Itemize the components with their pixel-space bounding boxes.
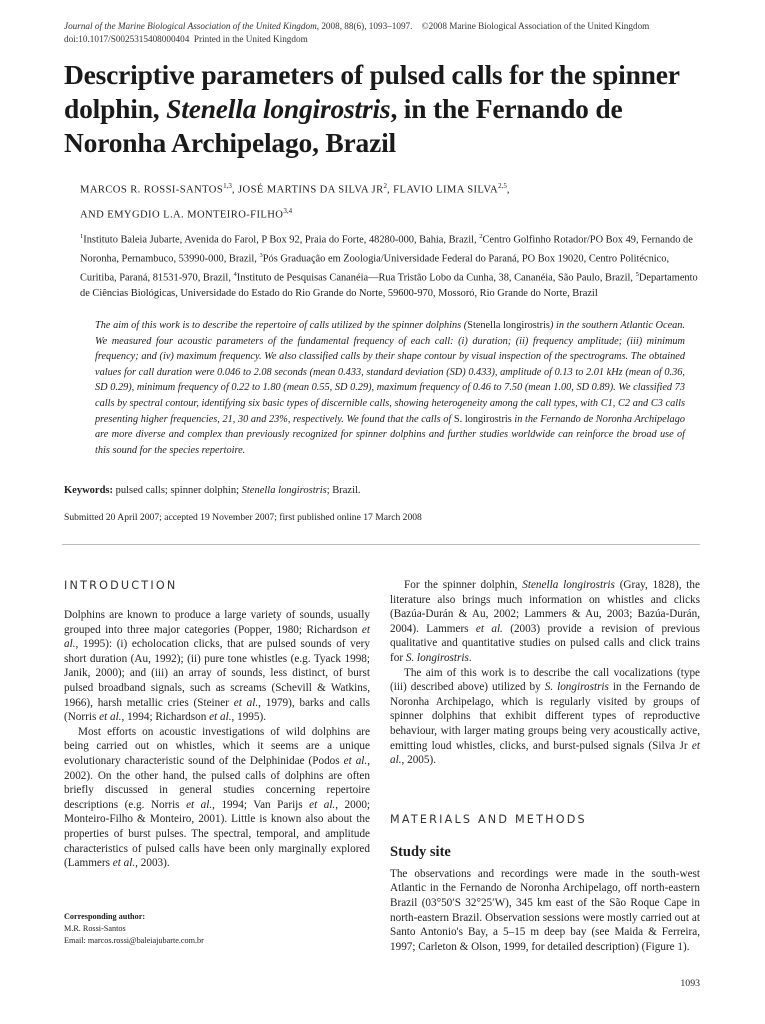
section-divider (62, 544, 700, 545)
text-run: Most efforts on acoustic investigations of wild dolphins are being carried out on whistles, which it seems are a unique evolutionary characteristic sound of the Delphinidae (Podos (64, 725, 370, 767)
italic-text: et al. (186, 798, 213, 811)
text-run: For the spinner dolphin, (404, 579, 523, 591)
abstract-species-1: Stenella longirostris (467, 320, 550, 331)
right-column (390, 578, 700, 989)
italic-text: et al. (112, 857, 136, 870)
author-affiliation-marker: 2,5 (498, 182, 507, 190)
doi-line (64, 33, 704, 46)
author-affiliation-marker: 3,4 (283, 206, 293, 215)
intro-paragraph-3 (390, 578, 700, 666)
corresponding-label: Corresponding author: (64, 911, 146, 921)
keywords-list-1: pulsed calls; spinner dolphin; (113, 485, 242, 496)
doi[interactable]: doi:10.1017/S0025315408000404 (64, 34, 190, 44)
abstract-text-3: in the Fernando de Noronha Archipelago are more diverse and complex than previously recognized for spinner dolphins and further studies worldwide can reinforce the broad use of this sound for the species repertoire. (95, 413, 685, 456)
italic-text: et al. (475, 622, 503, 635)
text-run: , 2005). (401, 754, 436, 767)
title-part-1: Descriptive parameters of pulsed calls for the spinner dolphin, (64, 59, 680, 124)
submission-dates: Submitted 20 April 2007; accepted 19 November 2007; first published online 17 March 2008 (64, 512, 422, 523)
italic-text: et al. (233, 696, 259, 709)
left-column (64, 579, 370, 948)
affiliations (80, 229, 705, 302)
title-species: Stenella longirostris (166, 93, 391, 124)
paper-title (64, 58, 704, 160)
text-run: , 1979), barks and calls (Norris (64, 696, 370, 724)
abstract (95, 318, 685, 458)
study-site-body (390, 867, 700, 955)
italic-text: S. longirostris (544, 681, 609, 694)
text-run: (Gray, 1828), the literature also brings much information on whistles and clicks (Bazúa-Durán & Au, 2002; Lammers & Au, 2003; Bazúa-Durán, 2004). Lammers (390, 579, 700, 635)
italic-text: et al. (309, 798, 336, 811)
corresponding-name: M.R. Rossi-Santos (64, 923, 126, 933)
corresponding-author (64, 911, 370, 948)
italic-text: et al. (99, 711, 122, 724)
text-run: . (468, 651, 472, 664)
abstract-text-1: The aim of this work is to describe the repertoire of calls utilized by the spinner dolphins ( (95, 320, 468, 331)
text-run: , 2003). (135, 857, 170, 870)
keywords (64, 485, 704, 496)
italic-text: S. longirostris (405, 651, 469, 664)
study-site-paragraph: The observations and recordings were made in the south-west Atlantic in the Fernando de Noronha Archipelago, off north-eastern Brazil (03°50′S 32°25′W), 345 km east of the São Roque Cape in north-eastern Brazil. Observation sessions were mostly carried out at Santo Antonio's Bay, a 5–15 m deep bay (see Maida & Ferreira, 1997; Carleton & Olson, 1999, for detailed description) (Figure 1). (390, 867, 700, 953)
page-number: 1093 (680, 978, 700, 990)
corresponding-email[interactable]: Email: marcos.rossi@baleiajubarte.com.br (64, 936, 204, 946)
affiliation-number: 2 (479, 233, 483, 240)
intro-paragraph-2 (64, 725, 370, 871)
keywords-list-2: ; Brazil. (326, 485, 361, 496)
text-run: , 1994; Van Parijs (212, 798, 310, 811)
printed-note: Printed in the United Kingdom (193, 34, 308, 44)
affiliation-number: 3 (259, 252, 263, 260)
intro-paragraph-4 (390, 666, 700, 768)
journal-header (64, 20, 704, 46)
keywords-label: Keywords: (64, 485, 113, 496)
author-name: MARCOS R. ROSSI-SANTOS (80, 184, 224, 196)
author-affiliation-marker: 2 (383, 182, 388, 190)
author-name: AND EMYGDIO L.A. MONTEIRO-FILHO (80, 209, 284, 221)
italic-text: Stenella longirostris (522, 579, 615, 591)
text-run: , 1994; Richardson (121, 711, 210, 724)
journal-name: Journal of the Marine Biological Association of the United Kingdom (64, 21, 317, 31)
text-run: (2003) provide a revision of previous qualitative and quantitative studies on pulsed calls and click trains for (390, 622, 700, 664)
abstract-species-2: S. longirostris (453, 413, 512, 425)
text-run: , 2000; Monteiro-Filho & Monteiro, 2001). Little is known also about the properties of burst pulses. The spectral, temporal, and amplitude characteristics of pulsed calls have been only marginally explored (Lammers (64, 798, 371, 870)
text-run: in the Fernando de Noronha Archipelago, which is regularly visited by groups of spinner dolphins that exhibit different types of reproductive behaviour, with larger mating groups being very acoustically active, emitting loud whistles, clicks, and burst-pulsed signals (Silva Jr (390, 681, 701, 752)
journal-citation-line (64, 20, 704, 33)
text-run: , 1995): (i) echolocation clicks, that are pulsed sounds of very short duration (Au, 1992); (ii) pure tone whistles (e.g. Tyack 1998; Janik, 2000); and (iii) an array of sounds, less distinct, of burst pulsed broadband signals, such as screams (Schevill & Watkins, 1966), harsh metallic cries (Steiner (64, 638, 370, 709)
author-name: JOSÉ MARTINS DA SILVA JR (238, 184, 384, 196)
intro-paragraph-1 (64, 608, 370, 725)
copyright: ©2008 Marine Biological Association of the United Kingdom (421, 21, 650, 31)
affiliation-number: 4 (233, 271, 237, 279)
italic-text: et al. (390, 739, 700, 767)
author-name: FLAVIO LIMA SILVA (393, 184, 499, 196)
affiliation-number: 1 (80, 233, 84, 240)
affiliation-text: Instituto Baleia Jubarte, Avenida do Farol, P Box 92, Praia do Forte, 48280-000, Bahia, Brazil, (83, 234, 480, 246)
journal-citation: , 2008, 88(6), 1093–1097. (316, 21, 413, 31)
study-site-heading: Study site (390, 843, 451, 860)
affiliation-text: Pós Graduação em Zoologia/Universidade Federal do Paraná, PO Box 19020, Centro Politécnico, Curitiba, Paraná, 81531-970, Brazil, (80, 253, 670, 284)
italic-text: et al. (209, 711, 232, 724)
affiliation-text: Instituto de Pesquisas Cananéia—Rua Tristão Lobo da Cunha, 38, Cananéia, São Paulo, Brazil, (236, 272, 636, 284)
introduction-heading: INTRODUCTION (64, 579, 178, 592)
text-run: The aim of this work is to describe the call vocalizations (type (iii) described above) utilized by (390, 666, 700, 694)
affiliation-text: Centro Golfinho Rotador/PO Box 49, Fernando de Noronha, Pernambuco, 53990-000, Brazil, (80, 234, 693, 265)
keywords-species: Stenella longirostris (241, 485, 327, 496)
affiliation-text: Departamento de Ciências Biológicas, Universidade do Estado do Rio Grande do Norte, 59600-970, Mossoró, Rio Grande do Norte, Brazil (80, 272, 698, 300)
italic-text: et al. (343, 754, 368, 767)
abstract-text-2: ) in the southern Atlantic Ocean. We measured four acoustic parameters of the fundamental frequency of each call: (i) duration; (ii) frequency amplitude; (iii) minimum frequency; and (iv) maximum frequency. We also classified calls by their shape contour by visual inspection of the spectrograms. The obtained values for call duration were 0.046 to 2.08 seconds (mean 0.433, standard deviation (SD) 0.433), amplitude of 0.13 to 2.01 kHz (mean of 0.36, SD 0.29), minimum frequency of 0.22 to 1.80 (mean 0.55, SD 0.29), maximum frequency of 0.46 to 7.50 (mean 1.00, SD 0.89). We classified 73 calls by spectral contour, identifying six basic types of discernible calls, showing heterogeneity among the call types, with C1, C2 and C3 calls presenting higher frequencies, 21, 30 and 23%, respectively. We found that the calls of (95, 320, 686, 425)
introduction-body-continued (390, 578, 700, 768)
introduction-body (64, 608, 370, 871)
affiliation-number: 5 (635, 271, 639, 279)
author-affiliation-marker: 1,3 (223, 182, 232, 190)
text-run: , 1995). (231, 711, 266, 724)
italic-text: et al. (64, 623, 370, 651)
methods-heading: MATERIALS AND METHODS (390, 812, 587, 826)
author-list: MARCOS R. ROSSI-SANTOS$^{1,3}$, JOSÉ MARTINS DA SILVA $JR^2$, FLAVIO LIMA SILVA$^{2,5}$, AND EMYGDIO L.A. MONTEIRO-FILHO$^{3,4}$ (80, 182, 510, 221)
text-run: Dolphins are known to produce a large variety of sounds, usually grouped into three major categories (Popper, 1980; Richardson (64, 609, 370, 636)
text-run: , 2002). On the other hand, the pulsed calls of dolphins are often briefly discussed in general studies concerning repertoire descriptions (e.g. Norris (64, 754, 370, 811)
title-part-2: , in the Fernando de Noronha Archipelago, Brazil (64, 93, 623, 158)
